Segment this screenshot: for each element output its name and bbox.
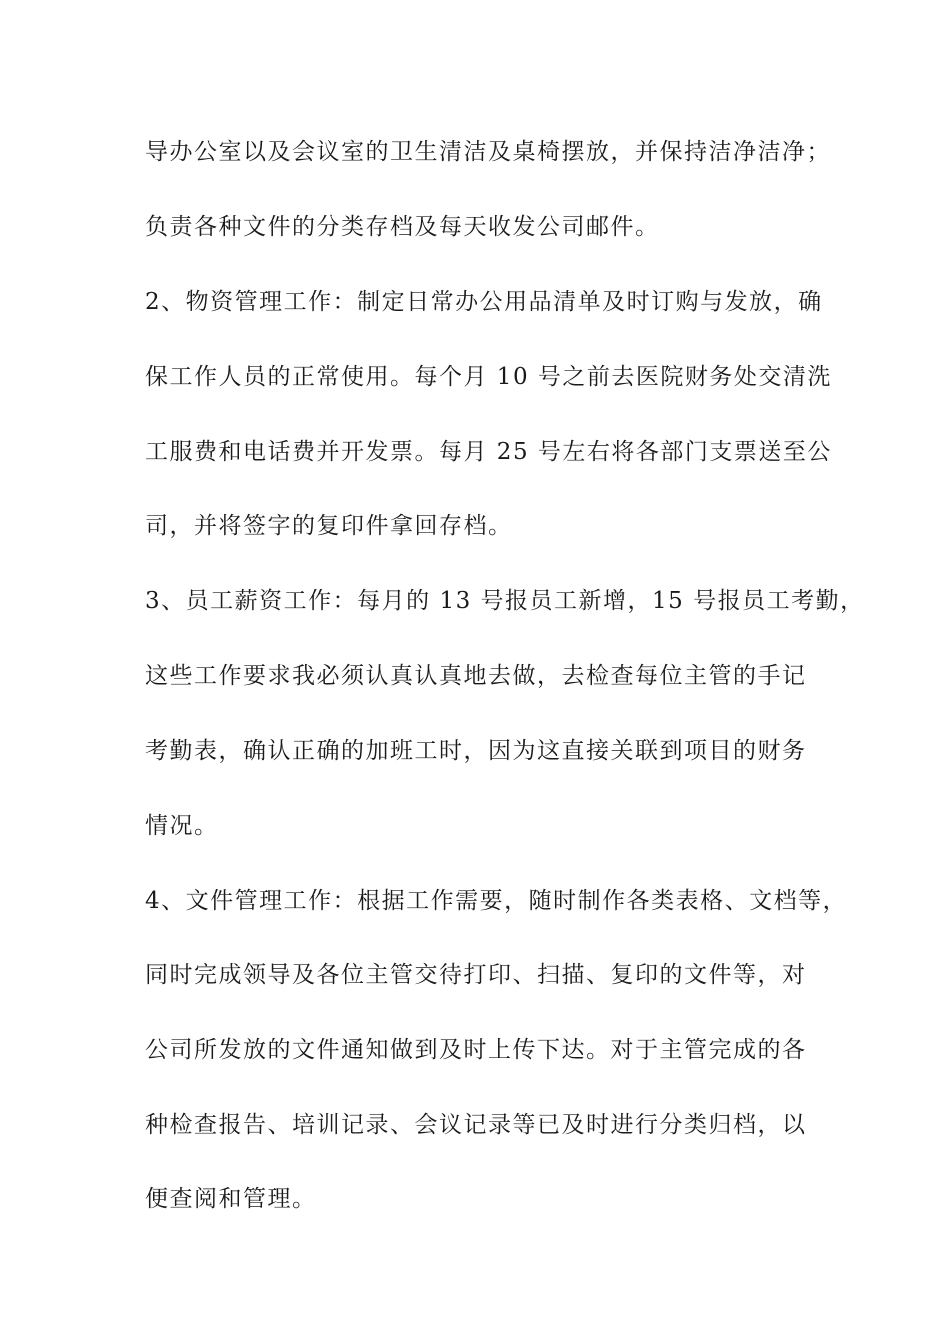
text-line: 公司所发放的文件通知做到及时上传下达。对于主管完成的各	[145, 1037, 807, 1063]
text-line: 4、文件管理工作：根据工作需要，随时制作各类表格、文档等，	[145, 888, 848, 914]
text-line: 导办公室以及会议室的卫生清洁及桌椅摆放，并保持洁净洁净；	[145, 139, 831, 165]
text-line: 2、物资管理工作：制定日常办公用品清单及时订购与发放，确	[145, 289, 823, 315]
text-line: 保工作人员的正常使用。每个月 10 号之前去医院财务处交清洗	[145, 364, 832, 390]
text-line: 这些工作要求我必须认真认真地去做，去检查每位主管的手记	[145, 663, 807, 689]
text-line: 司，并将签字的复印件拿回存档。	[145, 513, 513, 539]
text-line: 考勤表，确认正确的加班工时，因为这直接关联到项目的财务	[145, 738, 807, 764]
text-line: 情况。	[145, 813, 219, 839]
text-line: 3、员工薪资工作：每月的 13 号报员工新增，15 号报员工考勤，	[145, 588, 865, 614]
text-line: 便查阅和管理。	[145, 1186, 317, 1212]
text-line: 负责各种文件的分类存档及每天收发公司邮件。	[145, 214, 660, 240]
text-line: 种检查报告、培训记录、会议记录等已及时进行分类归档，以	[145, 1112, 807, 1138]
text-line: 工服费和电话费并开发票。每月 25 号左右将各部门支票送至公	[145, 439, 832, 465]
text-line: 同时完成领导及各位主管交待打印、扫描、复印的文件等，对	[145, 962, 807, 988]
